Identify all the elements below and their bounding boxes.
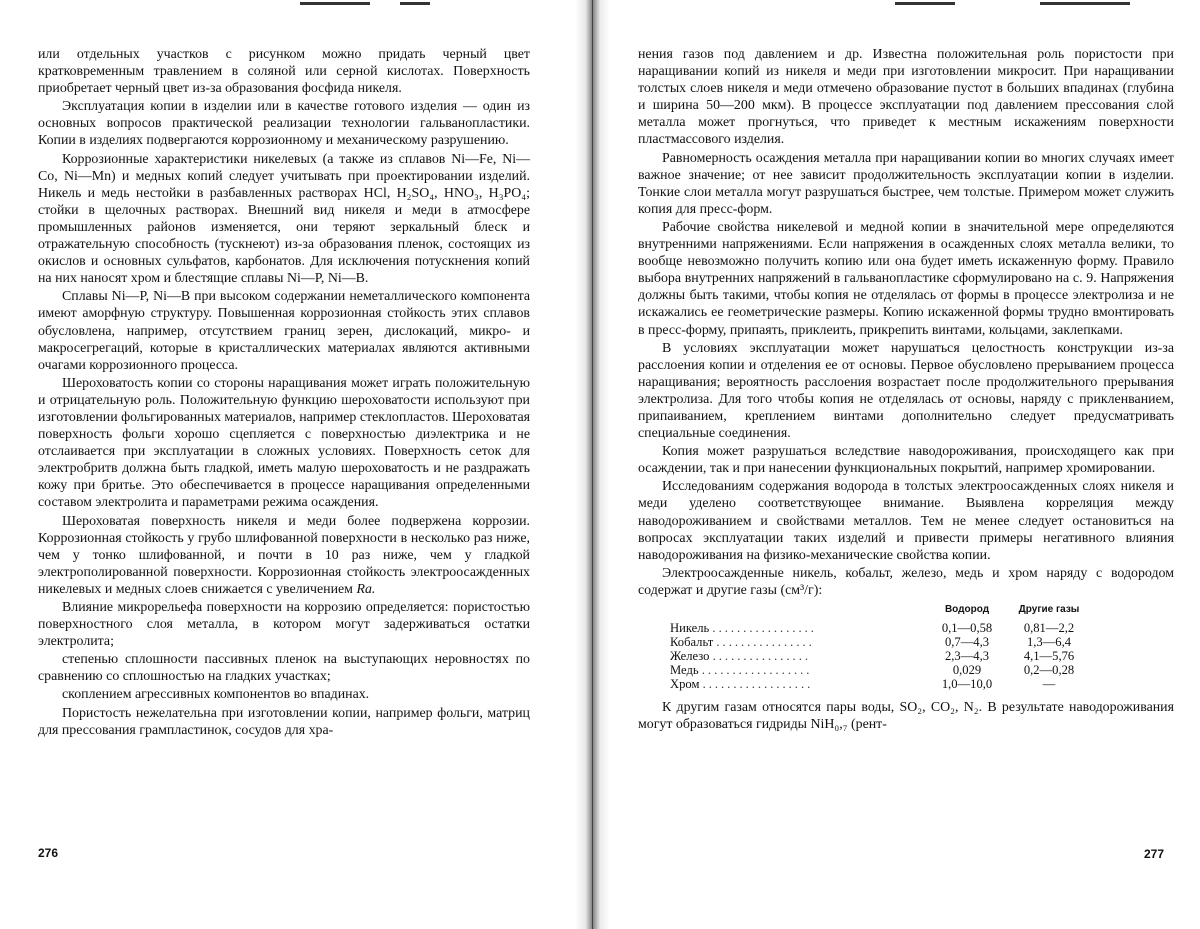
metal-name: Медь [670,663,699,677]
left-text-column [38,46,530,739]
table-row [664,649,1090,663]
paragraph: Равномерность осаждения металла при наращивании копии во многих случаях имеет важное значение; от нее зависит продолжительность эксплуатации копии в изделии. Тонкие слои металла могут разрушаться быстрее, чем толстые. Примером может служить копия для пресс-форм. [638,150,1174,217]
paragraph [38,513,530,598]
metal-name: Кобальт [670,635,714,649]
paragraph: Коррозионные характеристики никелевых (а также из сплавов Ni—Fe, Ni—Co, Ni—Mn) и медных копий следует учитывать при проектировании изделий. Никель и медь нестойки в разбавленных растворах HCl, H₂SO₄, HNO₃, H₃PO₄; стойки в щелочных растворах. Внешний вид никеля и меди в атмосфере промышленных районов изменяется, они теряют зеркальный блеск и отражательную способность (тускнеют) из-за образования пленок, состоящих из окислов и основных сульфатов, карбонатов. Для исключения потускнения копий на них наносят хром и блестящие сплавы Ni—P, Ni—B. [38,151,530,287]
header-other-gases: Другие газы [1018,604,1080,615]
hydrogen-cell: 1,0—10,0 [941,677,993,691]
paragraph: Рабочие свойства никелевой и медной копии в значительной мере определяются внутренними напряжениями. Если напряжения в осажденных слоях металла велики, то вообще невозможно получить копию или она будет иметь искаженную форму. Правило выбора внутренних напряжений в гальванопластике сформулировано на с. 9. Напряжения должны быть такими, чтобы копия не отделялась от формы в процессе электролиза и не искажались ее геометрические размеры. Копию искаженной формы трудно вмонтировать в пресс-форму, припаять, приклеить, прикрепить винтами, кольцами, заклепками. [638,219,1174,338]
paragraph: Исследованиям содержания водорода в толстых электроосажденных слоях никеля и меди уделено соответствующее внимание. Выявлена корреляция между наводороживанием и свойствами металлов. Тем не менее следует остановиться на вопросах эксплуатации таких изделий и привести примеры негативного влияния наводороживания на физико-механические свойства копии. [638,479,1174,563]
paragraph: В условиях эксплуатации может нарушаться целостность конструкции из-за расслоения копии и отделения ее от основы. Первое обусловлено прерыванием процесса наращивания; вероятность расслоения возрастает после продолжительного прерывания электролиза. Для того чтобы копия не отделялась от основы, наряду с прикленванием, припаиванием, креплением винтами дополнительно следует предусматривать специальные соединения. [638,340,1174,442]
paragraph-text: Шероховатая поверхность никеля и меди более подвержена коррозии. Коррозионная стойкость у грубо шлифованной поверхности в несколько раз ниже, чем у тонко шлифованной, и почти в 10 раз ниже, чем у гладкой электрополированной поверхности. Коррозионная стойкость электроосажденных никелевых и медных слоев снижается с увеличением [38,513,530,597]
paragraph: Сплавы Ni—P, Ni—B при высоком содержании неметаллического компонента имеют аморфную структуру. Повышенная коррозионная стойкость этих сплавов обусловлена, например, отсутствием границ зерен, дислокаций, микро- и макросегрегаций, которые в кристаллических материалах являются активными очагами коррозионного процесса. [38,289,530,373]
leader-dots: .................. [701,663,813,677]
leader-dots: ................ [716,635,815,649]
paragraph: Копия может разрушаться вследствие наводороживания, происходящего как при осаждении, так и при нанесении функциональных покрытий, например хромировании. [638,444,1174,477]
header-metal [664,603,926,621]
page-number: 277 [1144,847,1165,861]
paragraph: Шероховатость копии со стороны наращивания может играть положительную и отрицательную роль. Положительную функцию шероховатости используют при изготовлении фольгированных материалов, например стеклопластов. Шероховатая поверхность фольги хорошо сцепляется с поверхностью диэлектрика и не отслаивается при эксплуатации в сложных условиях. Поверхность сеток для электробритв должна быть гладкой, иметь малую шероховатость и не раздражать кожу при бритье. Это обеспечивается в процессе наращивания определенными составом электролита и параметрами режима осаждения. [38,375,530,511]
table-header-row [664,603,1090,621]
gas-content-table [664,603,1090,691]
right-text-column [638,46,1174,733]
header-hydrogen: Водород [944,604,990,615]
paragraph: или отдельных участков с рисунком можно придать черный цвет кратковременным травлением в соляной или серной кислотах. Поверхность приобретает черный цвет из-за образования фосфида никеля. [38,47,530,97]
table-row [664,621,1090,635]
hydrogen-cell: 0,7—4,3 [944,635,990,649]
page-number: 276 [38,846,59,860]
other-gases-cell: 0,81—2,2 [1023,621,1075,635]
other-gases-cell: 0,2—0,28 [1023,663,1075,677]
paragraph: Влияние микрорельефа поверхности на коррозию определяется: пористостью поверхностного слоя металла, в котором могут задерживаться остатки электролита; [38,600,530,650]
table-row [664,677,1090,691]
metal-cell [664,677,926,691]
leader-dots: ................ [712,649,811,663]
paragraph: Пористость нежелательна при изготовлении копии, например фольги, матриц для прессования грамплaстинок, сосудов для хра- [38,705,530,738]
metal-name: Хром [670,677,700,691]
table-row [664,663,1090,677]
paragraph: К другим газам относятся пары воды, SO₂, CO₂, N₂. В результате наводороживания могут образоваться гидриды NiH₀,₇ (рент- [638,700,1174,733]
metal-name: Никель [670,621,710,635]
paragraph: скоплением агрессивных компонентов во впадинах. [62,687,370,703]
left-page [0,0,575,929]
hydrogen-cell: 0,029 [952,663,982,677]
paragraph: Эксплуатация копии в изделии или в качестве готового изделия — один из основных вопросов практической реализации технологии гальванопластики. Копии в изделиях подвергаются коррозионному и механическому разрушению. [38,99,530,149]
metal-cell [664,663,926,677]
metal-cell [664,649,926,663]
right-page [610,0,1200,929]
leader-dots: .................. [702,677,814,691]
paragraph: Электроосажденные никель, кобальт, железо, медь и хром наряду с водородом содержат и другие газы (см³/г): [638,565,1174,598]
paragraph: нения газов под давлением и др. Известна положительная роль пористости при наращивании копий из никеля и меди при изготовлении микросит. При наращивании толстых слоев никеля и меди отмечено образование пустот в больших впадинах (глубина и ширина 50—200 мкм). В процессе эксплуатации под давлением прессования слой металла может прогнуться, что приведет к местным искажениям поверхности пластмассового изделия. [638,47,1174,148]
paragraph: степенью сплошности пассивных пленок на выступающих неровностях по сравнению со сплошностью на гладких участках; [38,652,530,685]
other-gases-cell: — [1042,677,1056,691]
book-gutter [575,0,610,929]
metal-cell [664,621,926,635]
ra-symbol: Ra. [356,581,376,597]
hydrogen-cell: 2,3—4,3 [944,649,990,663]
metal-cell [664,635,926,649]
hydrogen-cell: 0,1—0,58 [941,621,993,635]
other-gases-cell: 4,1—5,76 [1023,649,1075,663]
table-row [664,635,1090,649]
leader-dots: ................. [712,621,817,635]
metal-name: Железо [670,649,710,663]
other-gases-cell: 1,3—6,4 [1026,635,1072,649]
